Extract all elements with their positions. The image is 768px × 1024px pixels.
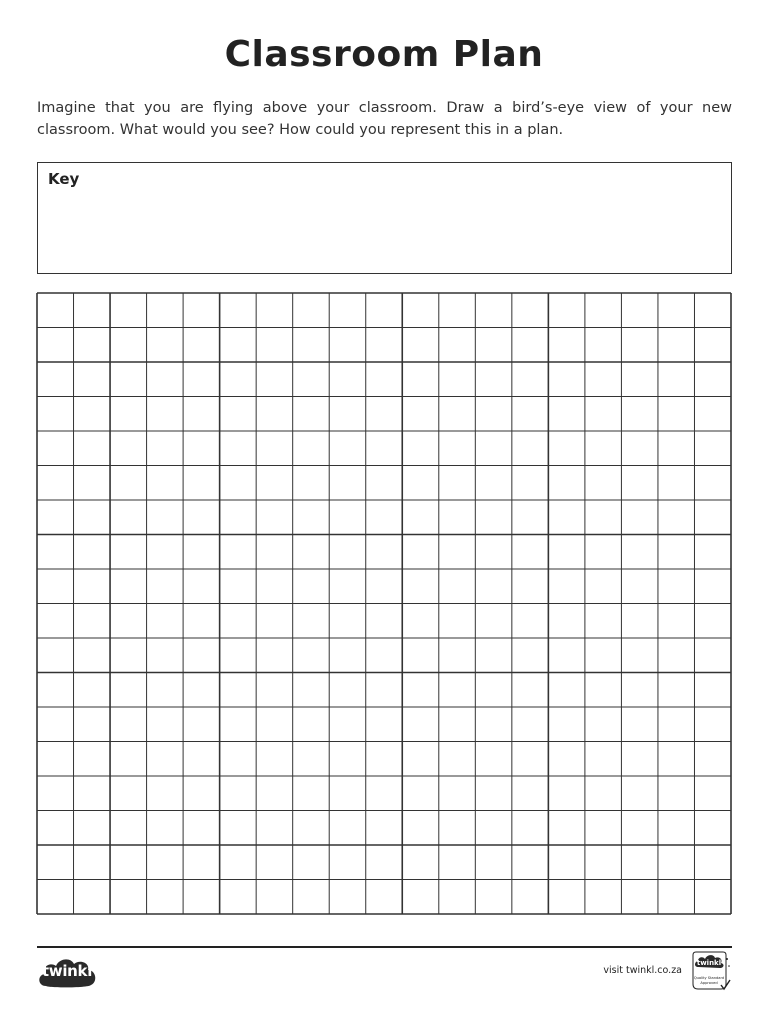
logo-wordmark: twinkl bbox=[41, 962, 93, 980]
visit-link[interactable]: visit twinkl.co.za bbox=[603, 965, 682, 976]
quality-badge bbox=[690, 951, 732, 993]
badge-caption-line2: Approved bbox=[700, 980, 718, 985]
badge-caption bbox=[690, 976, 728, 985]
key-label: Key bbox=[48, 170, 80, 188]
badge-caption-line1: Quality Standard bbox=[693, 976, 725, 980]
page-title: Classroom Plan bbox=[224, 34, 544, 75]
badge-wordmark: twinkl bbox=[696, 959, 722, 967]
badge-icon bbox=[690, 951, 732, 993]
twinkl-logo[interactable] bbox=[36, 952, 100, 992]
footer-divider bbox=[37, 946, 732, 948]
instructions-text: Imagine that you are flying above your classroom. Draw a bird’s-eye view of your new classroom. What would you see? How could you represent this in a plan. bbox=[37, 100, 732, 138]
